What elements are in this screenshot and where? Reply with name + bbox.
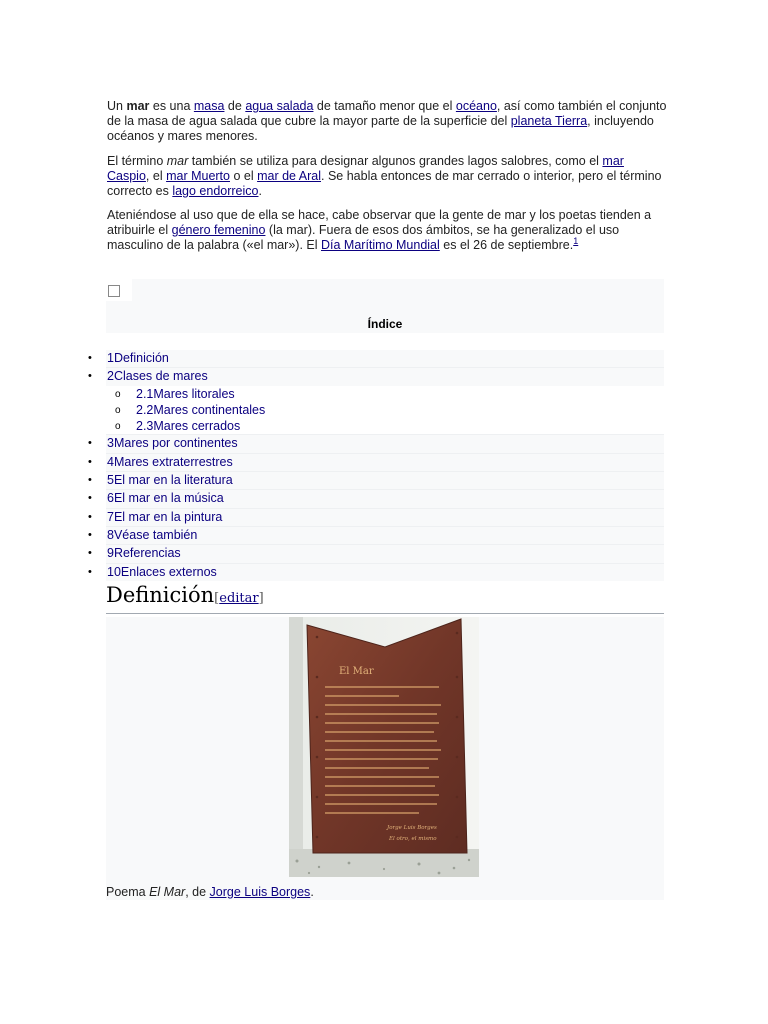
toc-bullet: • — [88, 510, 92, 523]
toc-number: 3 — [107, 436, 114, 451]
link-masa[interactable]: masa — [193, 99, 225, 113]
toc-link[interactable]: El mar en la música — [113, 491, 224, 506]
toc-item[interactable] — [106, 386, 664, 402]
toc-bullet: • — [88, 492, 92, 505]
toc-bullet: • — [88, 474, 92, 487]
italic-title: El Mar — [149, 885, 186, 899]
toc-number: 2.3 — [136, 419, 154, 434]
toc-bullet: • — [88, 437, 92, 450]
toc-item[interactable] — [88, 508, 664, 526]
toc-item[interactable] — [88, 434, 664, 452]
toc-entry[interactable] — [107, 473, 233, 488]
italic-term: mar — [166, 154, 189, 168]
figure — [106, 617, 664, 900]
intro-paragraph-1 — [107, 99, 667, 144]
toc-entry[interactable] — [107, 351, 169, 366]
toc-entry[interactable] — [107, 565, 217, 580]
text: (la mar). Fuera de esos dos ámbitos, se ha generalizado el uso masculino de la palabra («el mar»). El — [107, 223, 620, 252]
toc-entry[interactable] — [136, 403, 265, 418]
section-title-text: Definición — [106, 583, 215, 607]
toc-link[interactable]: Mares cerrados — [153, 419, 241, 434]
toc-bullet: o — [115, 404, 121, 416]
toc-entry[interactable] — [107, 436, 238, 451]
text: El término — [107, 154, 167, 168]
toc-link[interactable]: Referencias — [113, 546, 181, 561]
plaque-author: Jorge Luis Borges — [387, 825, 437, 831]
edit-section — [214, 591, 264, 606]
text: es el 26 de septiembre. — [439, 238, 574, 252]
link-genero-femenino[interactable]: género femenino — [171, 223, 266, 237]
toc-number: 2 — [107, 369, 114, 384]
toc-link[interactable]: Clases de mares — [113, 369, 208, 384]
toc-number: 5 — [107, 473, 114, 488]
text: . — [258, 184, 262, 198]
text: Ateniéndose al uso que de ella se hace, cabe observar que la gente de mar y los poetas tienden a atribuirle el — [107, 208, 652, 237]
toc-number: 2.2 — [136, 402, 154, 417]
toc-bullet: • — [88, 547, 92, 560]
toc-link[interactable]: Definición — [113, 351, 169, 365]
rusted-plaque — [307, 619, 467, 853]
toc-entry[interactable] — [107, 510, 222, 525]
toc-title: Índice — [367, 317, 403, 331]
toc-bullet: • — [88, 455, 92, 468]
figure-caption — [106, 885, 314, 900]
toc-toggle-checkbox[interactable] — [108, 285, 120, 297]
reference-link[interactable]: 1 — [573, 235, 579, 246]
toc-number: 7 — [107, 509, 114, 524]
toc-entry[interactable] — [136, 419, 240, 434]
bold-term: mar — [126, 99, 150, 113]
intro-paragraph-3 — [107, 208, 667, 253]
intro-paragraph-2 — [107, 154, 667, 199]
toc-item[interactable] — [88, 544, 664, 562]
text: también se utiliza para designar algunos grandes lagos salobres, como el — [188, 154, 603, 168]
toc-number: 9 — [107, 546, 114, 561]
plaque-photo[interactable] — [289, 617, 479, 877]
text: Poema — [106, 885, 150, 899]
toc-link[interactable]: Véase también — [113, 527, 198, 542]
toc-item[interactable] — [88, 489, 664, 507]
toc-bullet: • — [88, 352, 92, 364]
toc-bullet: • — [88, 565, 92, 578]
section-title — [106, 583, 264, 607]
toc-bullet: • — [88, 370, 92, 383]
link-agua-salada[interactable]: agua salada — [245, 99, 314, 113]
edit-bracket-close: ] — [258, 591, 264, 606]
text: , el — [145, 169, 167, 183]
toc-entry[interactable] — [107, 455, 233, 470]
toc-item[interactable] — [88, 453, 664, 471]
toc-bullet: o — [115, 421, 121, 433]
toc-link[interactable]: Mares litorales — [153, 386, 235, 401]
toc-item[interactable] — [106, 402, 664, 418]
toc-number: 6 — [107, 491, 114, 506]
toc-number: 8 — [107, 527, 114, 542]
link-mar-muerto[interactable]: mar Muerto — [166, 169, 230, 183]
toc-entry[interactable] — [136, 387, 235, 402]
toc-list — [88, 350, 664, 581]
text: es una — [149, 99, 194, 113]
toc-link[interactable]: El mar en la literatura — [113, 473, 233, 488]
toc-link[interactable]: Mares extraterrestres — [113, 454, 233, 469]
text: Un — [107, 99, 127, 113]
toc-number: 2.1 — [136, 386, 154, 401]
toc-entry[interactable] — [107, 528, 197, 543]
text: de — [224, 99, 246, 113]
text: , incluyendo océanos y mares menores. — [107, 114, 654, 143]
toc-link[interactable]: Mares continentales — [153, 402, 266, 417]
toc-entry[interactable] — [107, 369, 208, 384]
toc-link[interactable]: Enlaces externos — [120, 564, 217, 579]
section-heading — [106, 583, 664, 614]
toc-item[interactable] — [106, 418, 664, 434]
toc-number: 4 — [107, 454, 114, 469]
toc-bullet: o — [115, 388, 121, 400]
toc-item[interactable] — [88, 367, 664, 385]
toc-number: 10 — [107, 564, 121, 579]
link-oceano[interactable]: océano — [455, 99, 497, 113]
link-mar-caspio[interactable]: mar Caspio — [107, 154, 624, 183]
text: , así como también el conjunto de la masa de agua salada que cubre la mayor parte de la superficie del — [107, 99, 667, 128]
link-mar-de-aral[interactable]: mar de Aral — [257, 169, 322, 183]
toc-entry[interactable] — [107, 491, 224, 506]
text: . Se habla entonces de mar cerrado o interior, pero el término correcto es — [107, 169, 662, 198]
toc-link[interactable]: Mares por continentes — [113, 436, 238, 451]
text: . — [310, 885, 314, 899]
toc-item[interactable] — [88, 471, 664, 489]
toc-entry[interactable] — [107, 546, 181, 561]
left-pillar — [289, 617, 303, 877]
toc-number: 1 — [107, 351, 114, 365]
toc-item[interactable] — [88, 526, 664, 544]
text: , de — [185, 885, 210, 899]
plaque-title: El Mar — [339, 666, 374, 677]
link-jorge-luis-borges[interactable]: Jorge Luis Borges — [209, 885, 311, 899]
edit-link[interactable]: editar — [219, 591, 259, 606]
toc-container — [106, 279, 664, 333]
text: o el — [229, 169, 258, 183]
toc-bullet: • — [88, 528, 92, 541]
text: de tamaño menor que el — [313, 99, 456, 113]
toc-item[interactable] — [88, 350, 664, 367]
plaque-book: El otro, el mismo — [389, 836, 437, 842]
toc-link[interactable]: El mar en la pintura — [113, 509, 223, 524]
link-dia-maritimo-mundial[interactable]: Día Marítimo Mundial — [321, 238, 440, 252]
link-planeta-tierra[interactable]: planeta Tierra — [510, 114, 588, 128]
link-lago-endorreico[interactable]: lago endorreico — [172, 184, 259, 198]
edit-bracket-open: [ — [214, 591, 220, 606]
toc-item[interactable] — [88, 563, 664, 581]
